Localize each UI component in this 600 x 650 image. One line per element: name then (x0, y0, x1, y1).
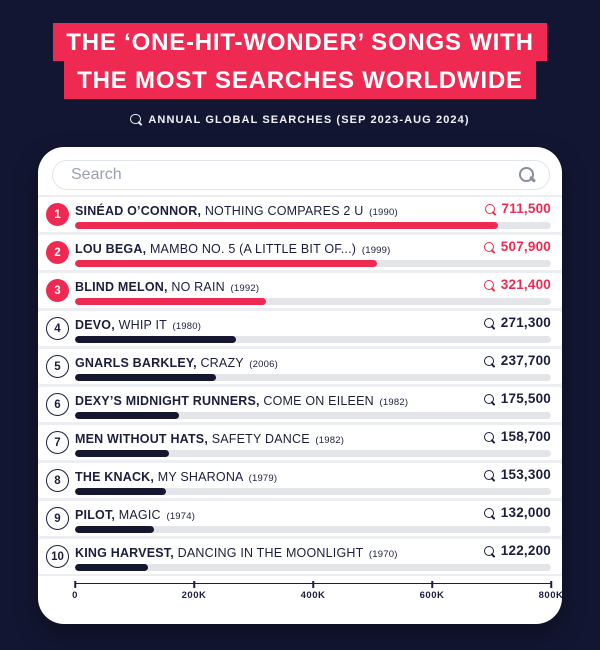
rank-badge: 6 (46, 393, 69, 416)
song-label: DEVO, WHIP IT (1980) (75, 318, 202, 332)
search-volume-bar (75, 412, 179, 419)
song-label: THE KNACK, MY SHARONA (1979) (75, 470, 278, 484)
song-row (38, 539, 562, 574)
search-volume-track (75, 526, 551, 533)
song-row (38, 463, 562, 498)
search-volume-track (75, 564, 551, 571)
search-icon (484, 242, 496, 254)
search-icon (484, 356, 496, 368)
search-count: 132,000 (484, 505, 551, 521)
search-count: 122,200 (484, 543, 551, 559)
search-icon (519, 167, 535, 183)
rank-badge: 10 (46, 545, 69, 568)
x-axis-line (75, 583, 551, 584)
axis-tick-label: 600K (419, 590, 445, 601)
axis-tick (431, 581, 433, 588)
search-volume-bar (75, 526, 154, 533)
search-volume-bar (75, 222, 498, 229)
search-icon (484, 432, 496, 444)
song-row (38, 197, 562, 232)
song-row (38, 387, 562, 422)
search-input[interactable] (71, 166, 519, 184)
search-volume-track (75, 336, 551, 343)
song-label: MEN WITHOUT HATS, SAFETY DANCE (1982) (75, 432, 345, 446)
search-volume-bar (75, 298, 266, 305)
x-axis (72, 583, 564, 617)
search-volume-track (75, 260, 551, 267)
rank-badge: 4 (46, 317, 69, 340)
search-volume-bar (75, 260, 377, 267)
rank-badge: 8 (46, 469, 69, 492)
x-axis-labels (72, 590, 564, 604)
search-volume-track (75, 374, 551, 381)
search-volume-track (75, 450, 551, 457)
search-count: 711,500 (485, 201, 551, 217)
song-label: DEXY’S MIDNIGHT RUNNERS, COME ON EILEEN (1982) (75, 394, 409, 408)
search-count: 153,300 (484, 467, 551, 483)
title-line-2: THE MOST SEARCHES WORLDWIDE (64, 61, 536, 99)
song-row (38, 273, 562, 308)
song-label: BLIND MELON, NO RAIN (1992) (75, 280, 260, 294)
song-label: LOU BEGA, MAMBO NO. 5 (A LITTLE BIT OF...) (1999) (75, 242, 391, 256)
search-volume-track (75, 298, 551, 305)
song-row (38, 235, 562, 270)
rank-badge: 2 (46, 241, 69, 264)
rank-badge: 7 (46, 431, 69, 454)
search-bar (52, 160, 550, 190)
subtitle-text: ANNUAL GLOBAL SEARCHES (SEP 2023-AUG 2024) (148, 114, 470, 126)
song-row (38, 501, 562, 536)
axis-tick (550, 581, 552, 588)
page-title (0, 23, 600, 99)
song-list (38, 195, 562, 576)
song-row (38, 425, 562, 460)
rank-badge: 1 (46, 203, 69, 226)
rank-badge: 3 (46, 279, 69, 302)
search-count: 237,700 (484, 353, 551, 369)
search-icon (484, 508, 496, 520)
search-volume-bar (75, 564, 148, 571)
search-count: 158,700 (484, 429, 551, 445)
song-row (38, 349, 562, 384)
axis-tick-label: 200K (181, 590, 207, 601)
search-icon (485, 204, 497, 216)
axis-tick-label: 400K (300, 590, 326, 601)
song-label: KING HARVEST, DANCING IN THE MOONLIGHT (1970) (75, 546, 398, 560)
search-icon (484, 394, 496, 406)
search-icon (484, 318, 496, 330)
search-volume-track (75, 222, 551, 229)
song-row (38, 311, 562, 346)
axis-tick-label: 800K (538, 590, 564, 601)
rank-badge: 5 (46, 355, 69, 378)
search-count: 271,300 (484, 315, 551, 331)
song-label: PILOT, MAGIC (1974) (75, 508, 196, 522)
search-count: 321,400 (484, 277, 551, 293)
search-icon (484, 280, 496, 292)
search-count: 175,500 (484, 391, 551, 407)
search-volume-bar (75, 336, 236, 343)
header (0, 23, 600, 126)
axis-tick (193, 581, 195, 588)
search-volume-track (75, 412, 551, 419)
search-volume-bar (75, 374, 216, 381)
chart-card (38, 147, 562, 624)
search-icon (484, 546, 496, 558)
axis-tick (74, 581, 76, 588)
rank-badge: 9 (46, 507, 69, 530)
search-count: 507,900 (484, 239, 551, 255)
search-icon (484, 470, 496, 482)
song-label: GNARLS BARKLEY, CRAZY (2006) (75, 356, 278, 370)
axis-tick (312, 581, 314, 588)
song-label: SINÉAD O’CONNOR, NOTHING COMPARES 2 U (1990) (75, 204, 398, 218)
title-line-1: THE ‘ONE-HIT-WONDER’ SONGS WITH (53, 23, 546, 61)
search-volume-bar (75, 450, 169, 457)
axis-tick-label: 0 (72, 590, 78, 601)
search-volume-track (75, 488, 551, 495)
subtitle (0, 114, 600, 126)
search-icon (130, 114, 142, 126)
search-volume-bar (75, 488, 166, 495)
